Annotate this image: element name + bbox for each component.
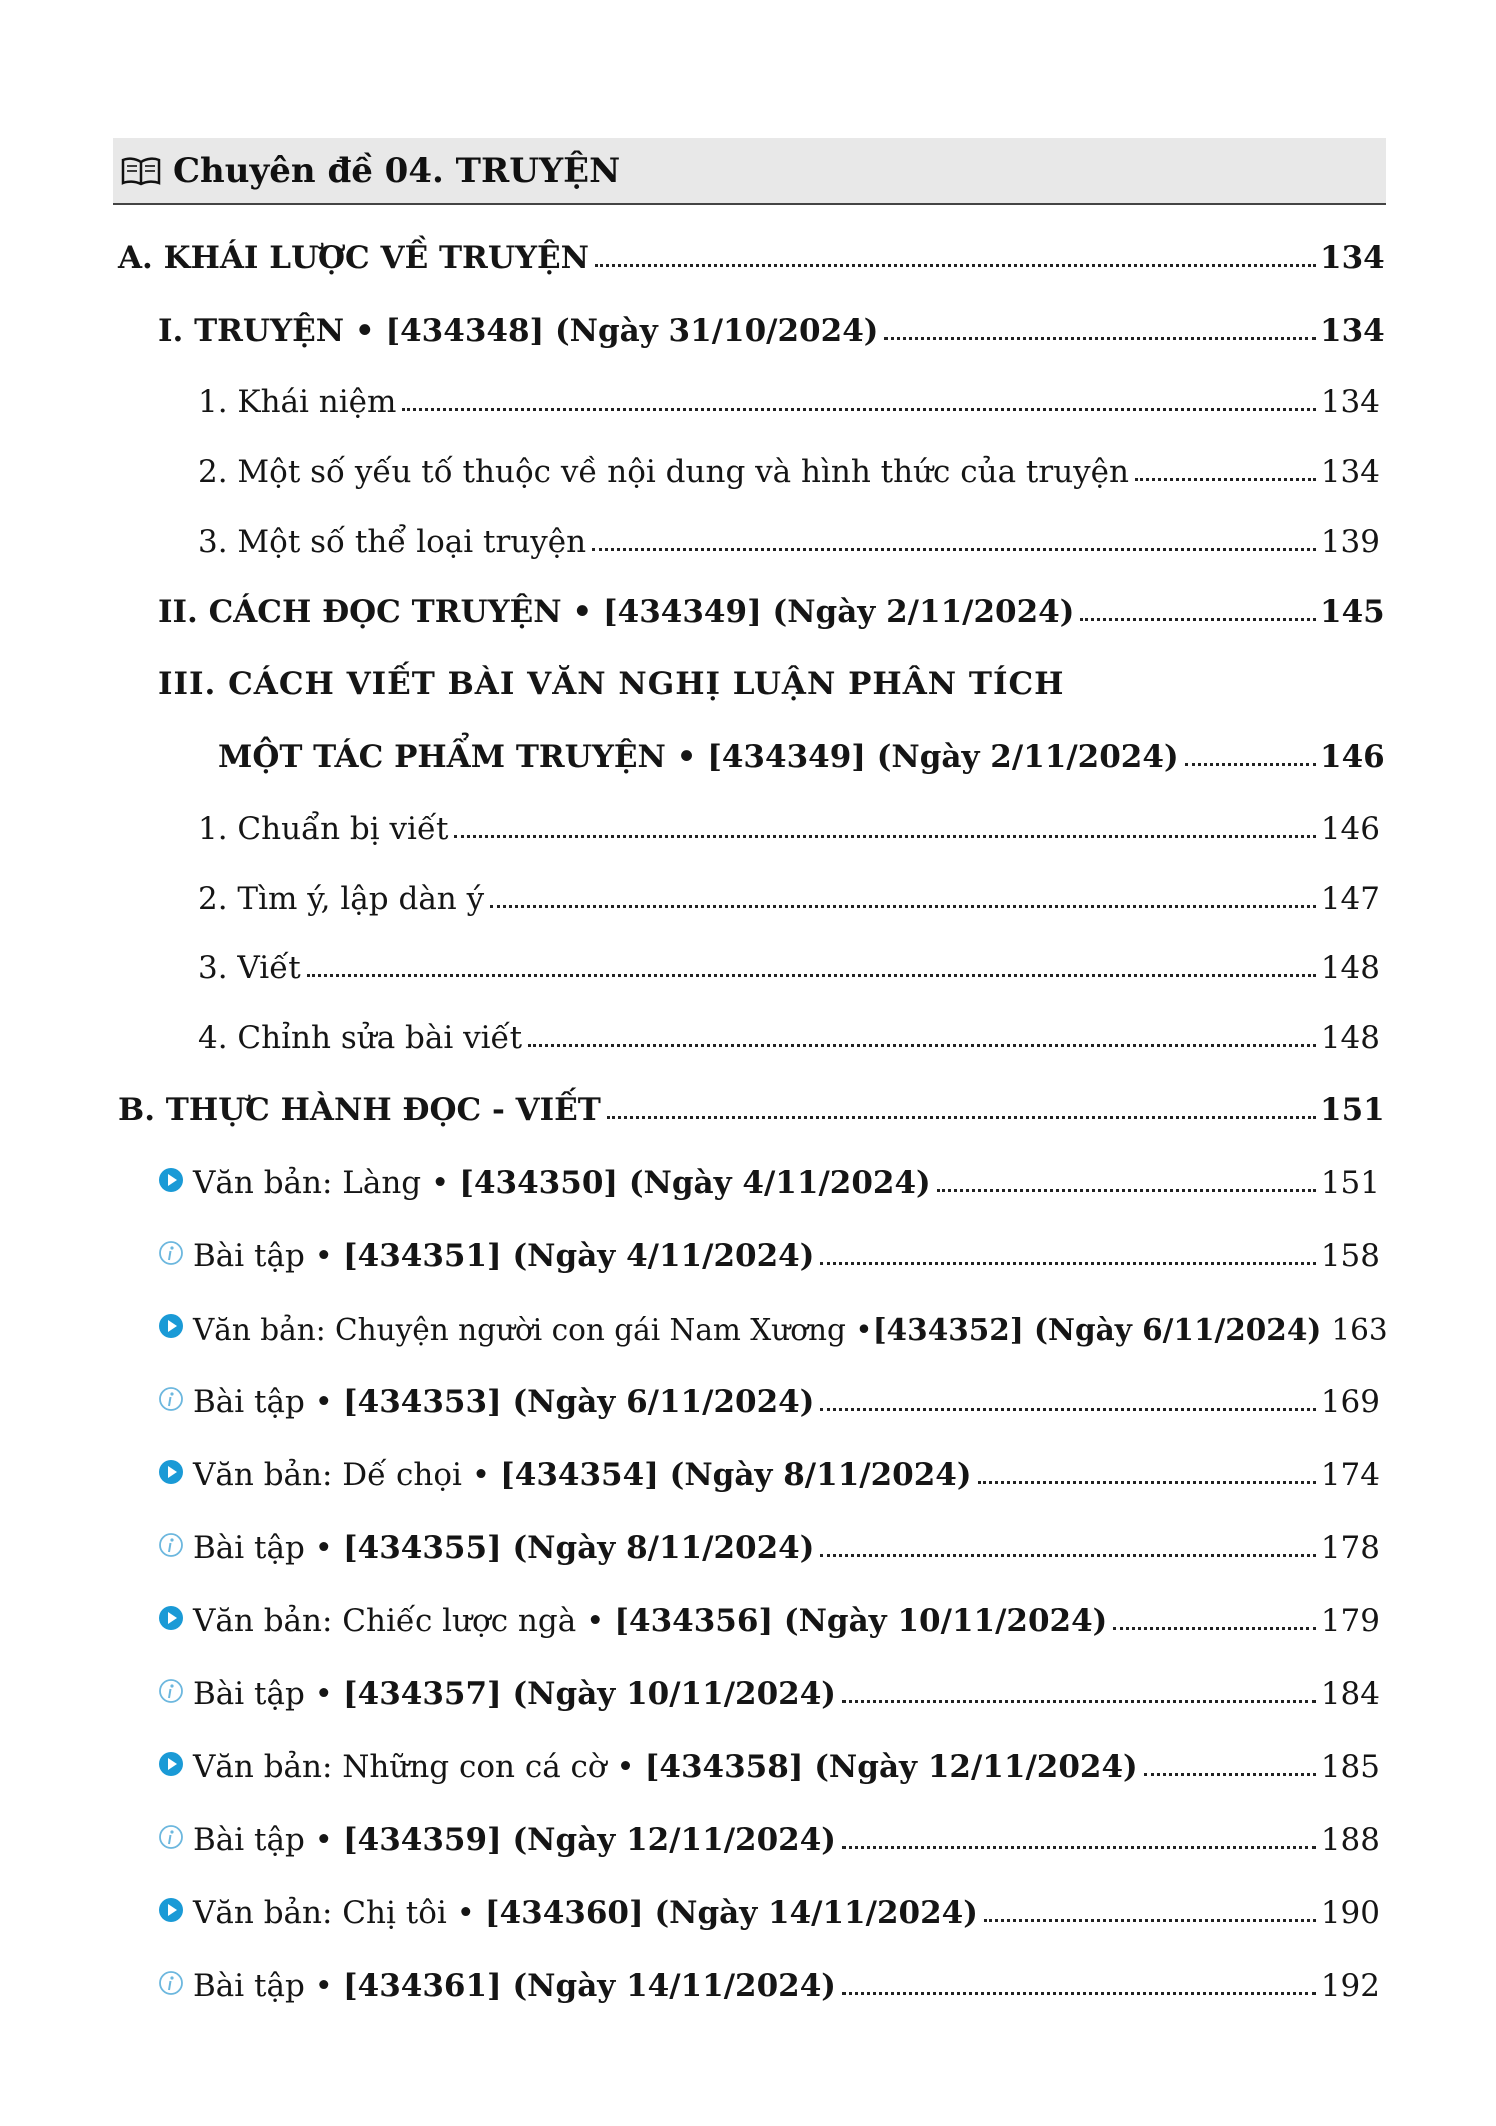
toc-page-number: 174 xyxy=(1320,1457,1380,1493)
toc-page-number: 147 xyxy=(1320,881,1380,917)
play-circle-icon xyxy=(158,1897,184,1923)
toc-entry-tim-y[interactable] xyxy=(198,861,1380,917)
toc-entry-bai-tap[interactable] xyxy=(158,1802,1380,1858)
info-circle-icon xyxy=(158,1824,184,1850)
dot-leader xyxy=(978,1481,1316,1484)
toc-entry-text: III. CÁCH VIẾT BÀI VĂN NGHỊ LUẬN PHÂN TÍCH xyxy=(158,666,1065,702)
toc-entry-van-ban-chiec-luoc-nga[interactable] xyxy=(158,1583,1380,1639)
info-circle-icon xyxy=(158,1386,184,1412)
toc-page-number: 146 xyxy=(1320,739,1385,775)
toc-entry-label: Văn bản: Chuyện người con gái Nam Xương • xyxy=(193,1313,873,1347)
toc-entry-van-ban-chi-toi[interactable] xyxy=(158,1875,1380,1931)
dot-leader xyxy=(490,905,1316,908)
toc-page-number: 146 xyxy=(1320,811,1380,847)
toc-entry-chinh-sua[interactable] xyxy=(198,1000,1380,1056)
toc-page-number: 190 xyxy=(1320,1895,1380,1931)
toc-entry-label: Văn bản: Những con cá cờ • xyxy=(193,1749,635,1785)
toc-page-number: 148 xyxy=(1320,1020,1380,1056)
toc-entry-code: [434351] (Ngày 4/11/2024) xyxy=(342,1238,815,1274)
toc-entry-chuan-bi[interactable] xyxy=(198,791,1380,847)
toc-page-number: 134 xyxy=(1320,454,1380,490)
toc-entry-section-a[interactable] xyxy=(118,220,1385,276)
dot-leader xyxy=(984,1919,1316,1922)
dot-leader xyxy=(307,974,1316,977)
toc-page-number: 134 xyxy=(1320,313,1385,349)
play-circle-icon xyxy=(158,1605,184,1631)
dot-leader xyxy=(842,1846,1316,1849)
dot-leader xyxy=(528,1044,1316,1047)
toc-page-number: 148 xyxy=(1320,950,1380,986)
toc-page-number: 158 xyxy=(1320,1238,1380,1274)
play-circle-icon xyxy=(158,1459,184,1485)
play-circle-icon xyxy=(158,1167,184,1193)
toc-entry-cach-viet-line2[interactable] xyxy=(218,719,1385,775)
toc-entry-code: [434354] (Ngày 8/11/2024) xyxy=(500,1457,972,1493)
dot-leader xyxy=(595,264,1316,267)
play-circle-icon xyxy=(158,1751,184,1777)
toc-page-number: 178 xyxy=(1320,1530,1380,1566)
toc-entry-code: [434361] (Ngày 14/11/2024) xyxy=(342,1968,836,2004)
toc-page-number: 139 xyxy=(1320,524,1380,560)
toc-entry-code: [434350] (Ngày 4/11/2024) xyxy=(459,1165,931,1201)
toc-entry-label: Bài tập • xyxy=(193,1238,333,1274)
toc-entry-code: [434355] (Ngày 8/11/2024) xyxy=(342,1530,815,1566)
info-circle-icon xyxy=(158,1678,184,1704)
dot-leader xyxy=(607,1116,1316,1119)
toc-entry-code: [434360] (Ngày 14/11/2024) xyxy=(484,1895,978,1931)
toc-entry-cach-viet-line1[interactable] xyxy=(158,646,1380,702)
toc-page-number: 188 xyxy=(1320,1822,1380,1858)
toc-entry-van-ban-ca-co[interactable] xyxy=(158,1729,1380,1785)
toc-entry-label: Bài tập • xyxy=(193,1968,333,2004)
dot-leader xyxy=(1185,763,1316,766)
toc-entry-van-ban-de-choi[interactable] xyxy=(158,1437,1380,1493)
toc-page-number: 192 xyxy=(1320,1968,1380,2004)
dot-leader xyxy=(454,835,1316,838)
toc-entry-label: Văn bản: Chị tôi • xyxy=(193,1895,475,1931)
toc-entry-bai-tap[interactable] xyxy=(158,1510,1380,1566)
toc-entry-text: II. CÁCH ĐỌC TRUYỆN • [434349] (Ngày 2/11/2024) xyxy=(158,594,1075,630)
dot-leader xyxy=(402,408,1316,411)
toc-entry-viet[interactable] xyxy=(198,930,1380,986)
toc-page-number: 134 xyxy=(1320,240,1385,276)
toc-entry-text: 2. Tìm ý, lập dàn ý xyxy=(198,881,485,917)
toc-entry-khai-niem[interactable] xyxy=(198,364,1380,420)
toc-page-number: 179 xyxy=(1320,1603,1380,1639)
toc-entry-text: 1. Khái niệm xyxy=(198,384,397,420)
toc-entry-code: [434357] (Ngày 10/11/2024) xyxy=(342,1676,836,1712)
toc-entry-code: [434356] (Ngày 10/11/2024) xyxy=(614,1603,1108,1639)
chapter-title: Chuyên đề 04. TRUYỆN xyxy=(173,150,621,191)
toc-page-number: 134 xyxy=(1320,384,1380,420)
dot-leader xyxy=(1113,1627,1316,1630)
toc-page-number: 169 xyxy=(1320,1384,1380,1420)
dot-leader xyxy=(820,1554,1316,1557)
toc-entry-label: Văn bản: Chiếc lược ngà • xyxy=(193,1603,605,1639)
toc-entry-text: I. TRUYỆN • [434348] (Ngày 31/10/2024) xyxy=(158,313,879,349)
toc-entry-cach-doc[interactable] xyxy=(158,574,1385,630)
toc-entry-label: Bài tập • xyxy=(193,1676,333,1712)
toc-entry-text: A. KHÁI LƯỢC VỀ TRUYỆN xyxy=(118,240,589,276)
toc-entry-text: MỘT TÁC PHẨM TRUYỆN • [434349] (Ngày 2/11/2024) xyxy=(218,739,1179,775)
toc-entry-text: 4. Chỉnh sửa bài viết xyxy=(198,1020,523,1056)
toc-entry-truyen[interactable] xyxy=(158,293,1385,349)
toc-entry-bai-tap[interactable] xyxy=(158,1948,1380,2004)
dot-leader xyxy=(820,1408,1316,1411)
info-circle-icon xyxy=(158,1532,184,1558)
toc-entry-code: [434353] (Ngày 6/11/2024) xyxy=(342,1384,815,1420)
toc-entry-label: Văn bản: Làng • xyxy=(193,1165,450,1201)
toc-entry-van-ban-nam-xuong[interactable] xyxy=(158,1291,1388,1347)
toc-entry-label: Bài tập • xyxy=(193,1822,333,1858)
dot-leader xyxy=(1135,478,1316,481)
dot-leader xyxy=(1080,618,1316,621)
toc-entry-yeu-to[interactable] xyxy=(198,434,1380,490)
dot-leader xyxy=(1144,1773,1316,1776)
dot-leader xyxy=(820,1262,1316,1265)
toc-entry-text: 2. Một số yếu tố thuộc về nội dung và hình thức của truyện xyxy=(198,454,1129,490)
dot-leader xyxy=(842,1700,1316,1703)
toc-entry-bai-tap[interactable] xyxy=(158,1656,1380,1712)
open-book-icon xyxy=(121,156,161,186)
info-circle-icon xyxy=(158,1240,184,1266)
toc-page-number: 145 xyxy=(1320,594,1385,630)
dot-leader xyxy=(884,337,1316,340)
toc-entry-bai-tap[interactable] xyxy=(158,1218,1380,1274)
dot-leader xyxy=(937,1189,1316,1192)
toc-entry-code: [434358] (Ngày 12/11/2024) xyxy=(644,1749,1138,1785)
dot-leader xyxy=(592,548,1316,551)
toc-entry-section-b[interactable] xyxy=(118,1072,1385,1128)
dot-leader xyxy=(842,1992,1316,1995)
toc-entry-label: Bài tập • xyxy=(193,1384,333,1420)
chapter-header xyxy=(113,138,1386,205)
info-circle-icon xyxy=(158,1970,184,1996)
toc-page-number: 184 xyxy=(1320,1676,1380,1712)
toc-page-number: 151 xyxy=(1320,1165,1380,1201)
toc-page-number: 185 xyxy=(1320,1749,1380,1785)
toc-entry-text: 3. Viết xyxy=(198,950,301,986)
toc-entry-text: 3. Một số thể loại truyện xyxy=(198,524,587,560)
toc-entry-label: Văn bản: Dế chọi • xyxy=(193,1457,491,1493)
toc-entry-label: Bài tập • xyxy=(193,1530,333,1566)
toc-entry-text: B. THỰC HÀNH ĐỌC - VIẾT xyxy=(118,1092,601,1128)
play-circle-icon xyxy=(158,1313,184,1339)
toc-page-number: 163 xyxy=(1331,1313,1388,1347)
toc-entry-the-loai[interactable] xyxy=(198,504,1380,560)
toc-entry-van-ban-lang[interactable] xyxy=(158,1145,1380,1201)
toc-entry-code: [434352] (Ngày 6/11/2024) xyxy=(872,1312,1322,1347)
toc-entry-text: 1. Chuẩn bị viết xyxy=(198,811,449,847)
toc-entry-code: [434359] (Ngày 12/11/2024) xyxy=(342,1822,836,1858)
toc-entry-bai-tap[interactable] xyxy=(158,1364,1380,1420)
toc-page-number: 151 xyxy=(1320,1092,1385,1128)
